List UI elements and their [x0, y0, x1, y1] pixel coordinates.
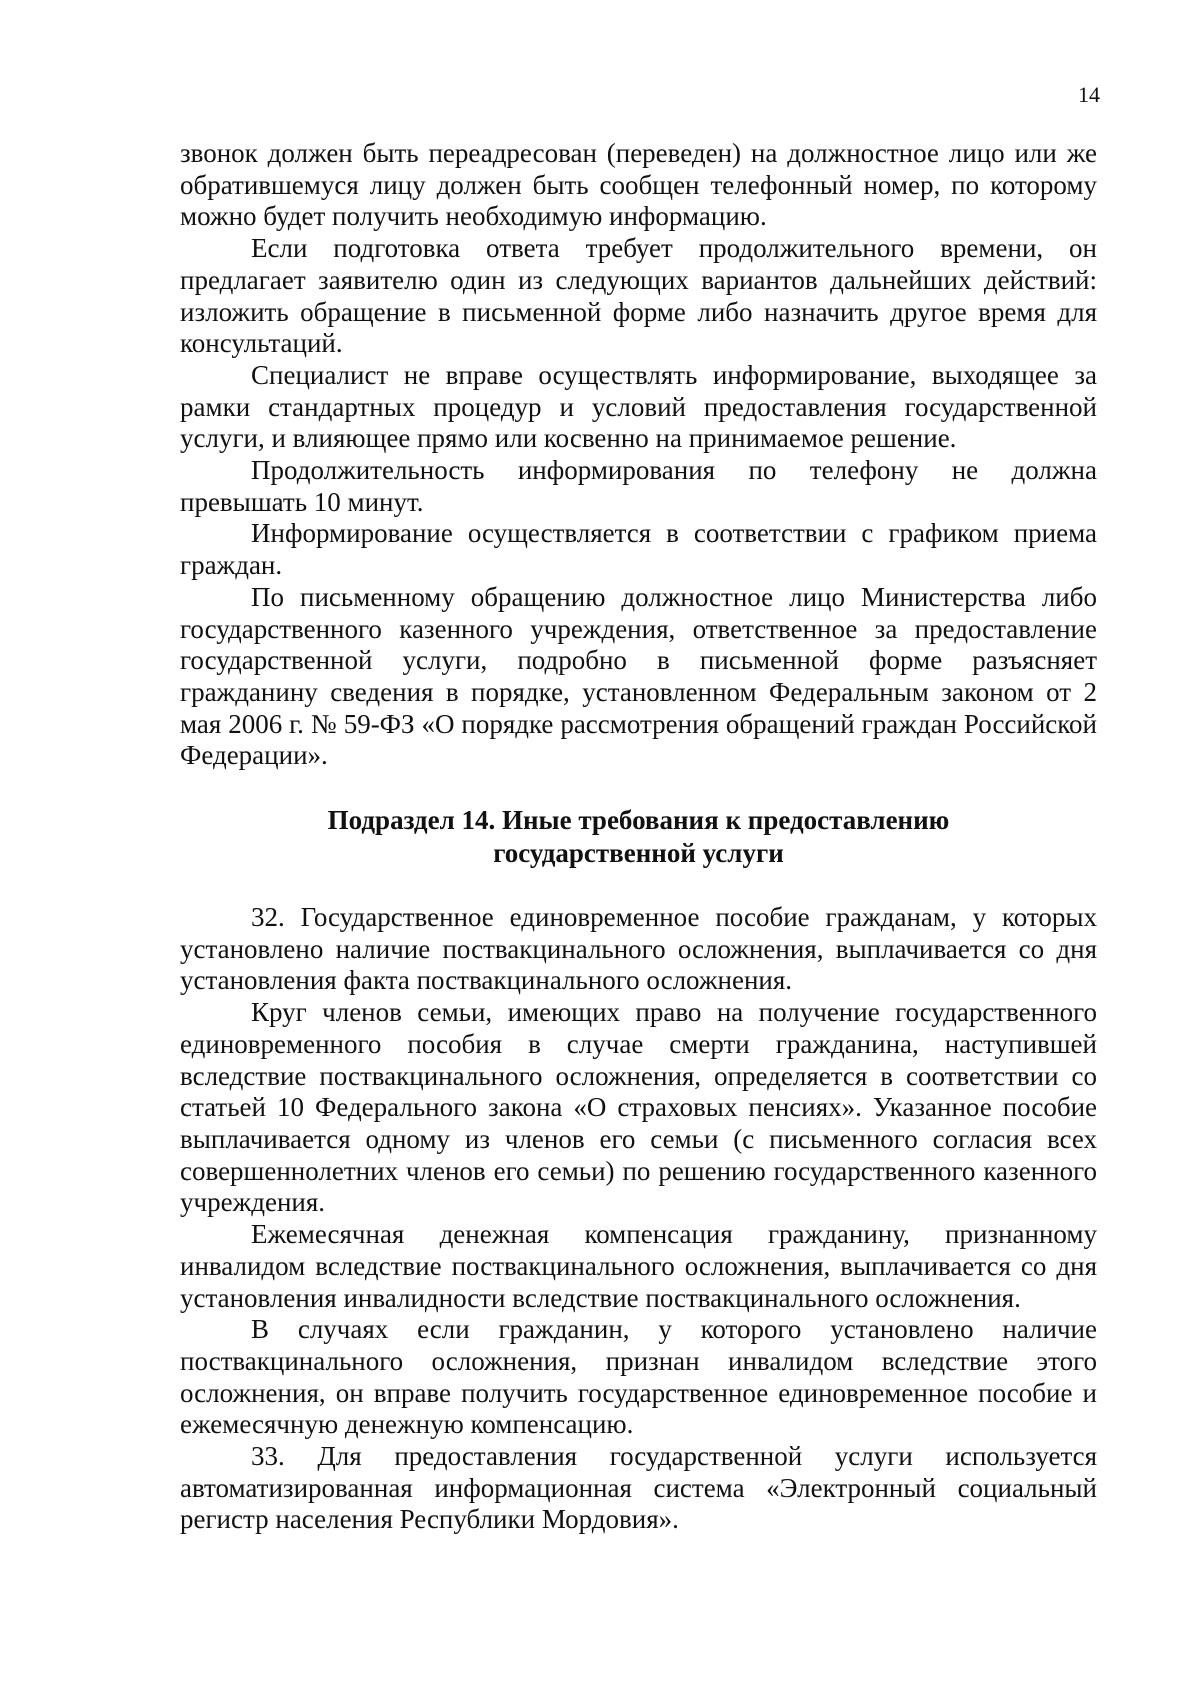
paragraph-item-32: 32. Государственное единовременное пособие гражданам, у которых установлено наличие поствакцинального осложнения, выплачивается со дня установления факта поствакцинального осложнения.	[180, 902, 1097, 996]
paragraph: Если подготовка ответа требует продолжительного времени, он предлагает заявителю один из следующих вариантов дальнейших действий: изложить обращение в письменной форме либо назначить другое время для консультаций.	[180, 233, 1097, 359]
paragraph: По письменному обращению должностное лицо Министерства либо государственного казенного учреждения, ответственное за предоставление государственной услуги, подробно в письменной форме разъясняет гражданину сведения в порядке, установленном Федеральным законом от 2 мая 2006 г. № 59-ФЗ «О порядке рассмотрения обращений граждан Российской Федерации».	[180, 581, 1097, 771]
document-body	[180, 138, 1097, 1536]
paragraph: В случаях если гражданин, у которого установлено наличие поствакцинального осложнения, признан инвалидом вследствие этого осложнения, он вправе получить государственное единовременное пособие и ежемесячную денежную компенсацию.	[180, 1314, 1097, 1440]
paragraph-continuation: звонок должен быть переадресован (переведен) на должностное лицо или же обратившемуся лицу должен быть сообщен телефонный номер, по которому можно будет получить необходимую информацию.	[180, 138, 1097, 232]
paragraph: Круг членов семьи, имеющих право на получение государственного единовременного пособия в случае смерти гражданина, наступившей вследствие поствакцинального осложнения, определяется в соответствии со статьей 10 Федерального закона «О страховых пенсиях». Указанное пособие выплачивается одному из членов его семьи (с письменного согласия всех совершеннолетних членов его семьи) по решению государственного казенного учреждения.	[180, 997, 1097, 1218]
paragraph-item-33: 33. Для предоставления государственной услуги используется автоматизированная информационная система «Электронный социальный регистр населения Республики Мордовия».	[180, 1441, 1097, 1535]
paragraph: Ежемесячная денежная компенсация гражданину, признанному инвалидом вследствие поствакцинального осложнения, выплачивается со дня установления инвалидности вследствие поствакцинального осложнения.	[180, 1219, 1097, 1313]
section-heading	[180, 804, 1097, 870]
paragraph: Информирование осуществляется в соответствии с графиком приема граждан.	[180, 518, 1097, 581]
paragraph: Продолжительность информирования по телефону не должна превышать 10 минут.	[180, 455, 1097, 517]
page-number: 14	[1078, 82, 1100, 107]
section-heading-line-2: государственной услуги	[493, 838, 784, 869]
paragraph: Специалист не вправе осуществлять информирование, выходящее за рамки стандартных процедур и условий предоставления государственной услуги, и влияющее прямо или косвенно на принимаемое решение.	[180, 359, 1097, 454]
section-heading-line-1: Подраздел 14. Иные требования к предоставлению	[327, 805, 950, 836]
